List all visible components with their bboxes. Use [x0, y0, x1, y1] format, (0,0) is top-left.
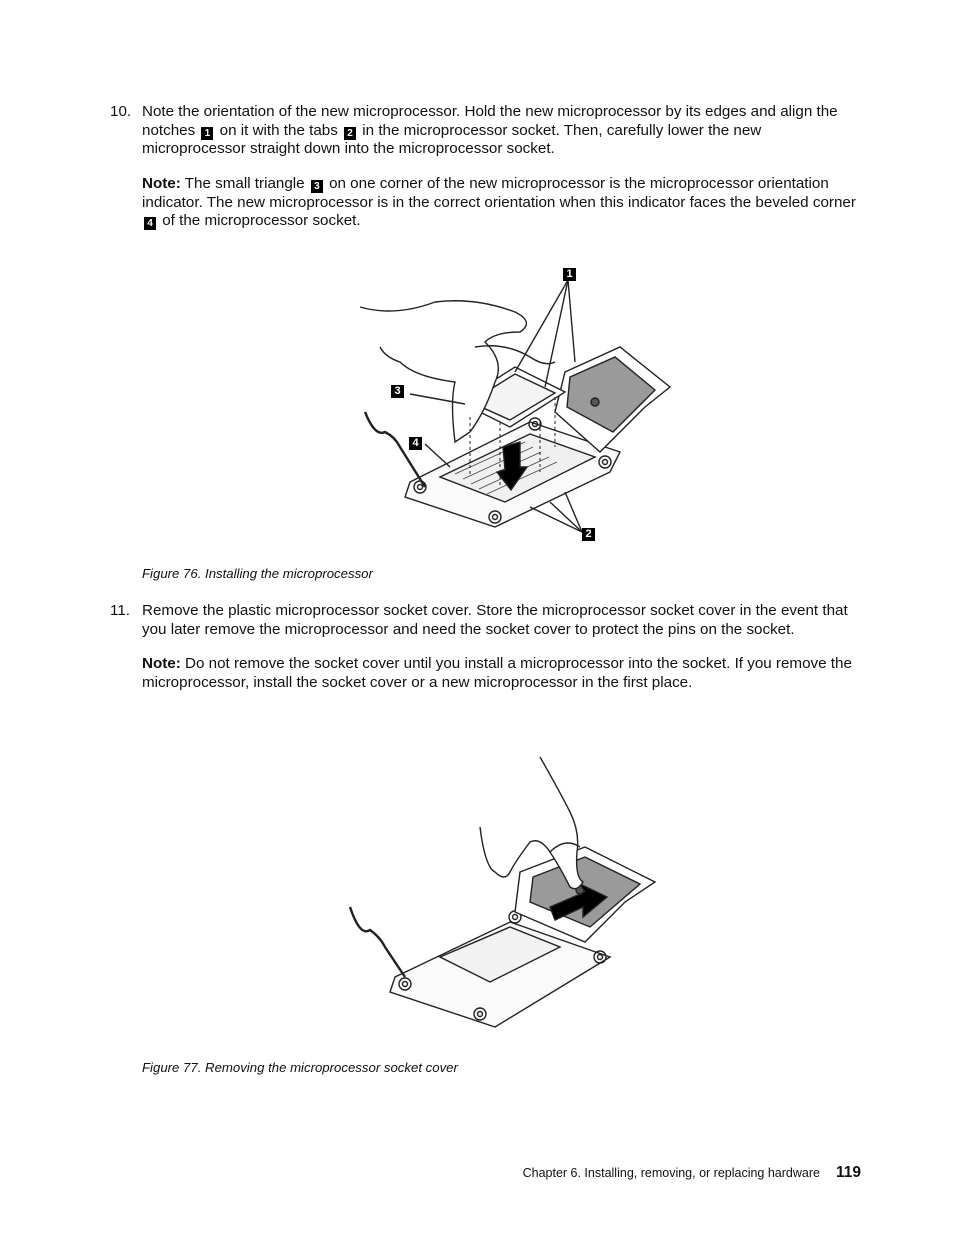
callout-4: 4 [144, 217, 156, 230]
figure-76-illustration [355, 262, 675, 547]
figure-callout-2: 2 [582, 528, 595, 541]
note-socket-cover: Note: Do not remove the socket cover until you install a microprocessor into the socket. If you remove the microprocessor, install the socket cover or a new microprocessor in the first place. [142, 655, 852, 691]
install-microprocessor-drawing [355, 262, 675, 547]
page-number: 119 [835, 1164, 861, 1181]
step-number: 11. [110, 602, 130, 619]
page-footer [523, 1164, 861, 1182]
note-orientation: Note: The small triangle 3 on one corner of the new microprocessor is the microprocessor orientation indicator. The new microprocessor is in the correct orientation when this indicator faces the beveled corner 4 of the microprocessor socket. [142, 175, 856, 230]
figure-76-caption: Figure 76. Installing the microprocessor [142, 566, 373, 581]
step-number: 10. [110, 103, 132, 120]
figure-callout-4: 4 [409, 437, 422, 450]
step-text: Remove the plastic microprocessor socket cover. Store the microprocessor socket cover in the event that you later remove the microprocessor and need the socket cover to protect the pins on the socket. [142, 602, 848, 638]
remove-socket-cover-drawing [345, 752, 665, 1042]
figure-callout-3: 3 [391, 385, 404, 398]
callout-2: 2 [344, 127, 356, 140]
step-11 [110, 602, 860, 639]
figure-77-illustration [345, 752, 665, 1042]
note-label: Note: [142, 655, 181, 672]
figure-callout-1: 1 [563, 268, 576, 281]
note-label: Note: [142, 175, 181, 192]
figure-77-caption: Figure 77. Removing the microprocessor socket cover [142, 1060, 458, 1075]
chapter-title: Chapter 6. Installing, removing, or replacing hardware [522, 1166, 820, 1180]
callout-1: 1 [201, 127, 213, 140]
callout-3: 3 [311, 180, 323, 193]
step-10 [110, 103, 860, 159]
step-text: Note the orientation of the new microprocessor. Hold the new microprocessor by its edges and align the notches 1 on it with the tabs 2 in the microprocessor socket. Then, carefully lower the new microprocessor straight down into the microprocessor socket. [142, 103, 838, 158]
